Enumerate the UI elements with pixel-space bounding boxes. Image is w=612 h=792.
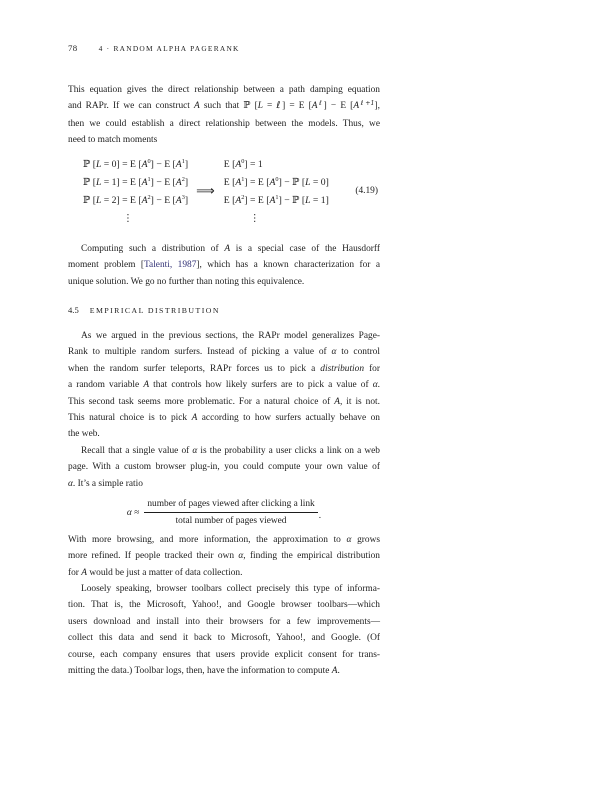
equation-block-4-19 bbox=[68, 157, 380, 225]
text-segment: grows bbox=[351, 534, 380, 545]
text-column bbox=[68, 82, 380, 680]
text-segment: = 0] bbox=[310, 176, 329, 188]
text-segment: to control bbox=[336, 347, 380, 358]
alpha-symbol: α bbox=[126, 507, 132, 518]
text-segment: This natural choice is to pick bbox=[68, 413, 192, 424]
text-segment: α bbox=[192, 445, 198, 456]
text-segment: ℓ+1 bbox=[359, 100, 375, 108]
text-segment: 0 bbox=[275, 176, 279, 184]
section-title: EMPIRICAL DISTRIBUTION bbox=[89, 306, 220, 316]
text-segment: 1 bbox=[181, 158, 185, 166]
text-segment: A bbox=[175, 158, 182, 170]
text-segment: ], which has a known characterization for a bbox=[196, 260, 380, 271]
text-segment: A bbox=[334, 396, 340, 407]
approx-symbol: ≈ bbox=[134, 507, 140, 518]
text-segment: ] − bbox=[278, 176, 293, 188]
text-segment: ℙ bbox=[83, 158, 91, 170]
text-segment: A bbox=[175, 176, 182, 188]
page-number: 78 bbox=[68, 43, 78, 53]
text-segment: ] = E [ bbox=[244, 194, 270, 206]
text-segment: , finding the empirical distribution bbox=[243, 551, 380, 562]
text-segment: A bbox=[141, 176, 148, 188]
text-line bbox=[68, 476, 380, 492]
text-segment: A bbox=[353, 101, 360, 112]
text-line bbox=[68, 459, 380, 475]
text-line bbox=[68, 532, 380, 548]
text-segment: . bbox=[337, 666, 340, 677]
text-segment: distribution bbox=[320, 363, 365, 374]
text-segment: ] − E [ bbox=[150, 194, 176, 206]
text-segment: ⋮ bbox=[123, 212, 133, 224]
paragraph-intro bbox=[68, 82, 380, 149]
text-segment: [ bbox=[299, 176, 306, 188]
text-line bbox=[68, 116, 380, 132]
equation-line bbox=[83, 192, 188, 210]
text-segment: [ bbox=[250, 101, 258, 112]
text-segment: Recall that a single value of bbox=[81, 445, 193, 456]
text-segment: A bbox=[235, 176, 242, 188]
fraction bbox=[144, 498, 317, 527]
text-segment: the web. bbox=[68, 429, 100, 440]
text-line bbox=[68, 663, 380, 679]
page-header bbox=[68, 43, 240, 53]
text-segment: E [ bbox=[223, 176, 236, 188]
text-segment: ℙ bbox=[243, 100, 251, 112]
text-segment: This second task seems more problematic. For a natural choice of bbox=[68, 396, 335, 407]
text-segment: = 1] = E [ bbox=[101, 176, 142, 188]
text-segment: 1 bbox=[275, 194, 279, 202]
text-segment: L bbox=[95, 176, 102, 188]
text-segment: Loosely speaking, browser toolbars collect precisely this type of informa- bbox=[81, 584, 380, 595]
text-segment: A bbox=[143, 380, 150, 391]
text-segment: A bbox=[269, 194, 276, 206]
equation-right-column bbox=[224, 156, 329, 227]
text-segment: L bbox=[305, 176, 311, 188]
equation-line bbox=[83, 174, 188, 192]
text-segment: mitting the data.) Toolbar logs, then, have the information to compute bbox=[68, 666, 332, 677]
text-segment: 2 bbox=[241, 194, 245, 202]
text-segment: ] = E [ bbox=[282, 101, 312, 112]
text-segment: A bbox=[191, 413, 198, 424]
text-segment: . It’s a simple ratio bbox=[72, 478, 143, 489]
text-segment: ] − E [ bbox=[150, 176, 176, 188]
text-segment: [ bbox=[90, 176, 96, 188]
text-segment: ℙ bbox=[83, 176, 91, 188]
text-segment: ℓ bbox=[317, 100, 324, 108]
text-line bbox=[68, 98, 380, 115]
text-segment: such that bbox=[199, 101, 244, 112]
text-segment: ⋮ bbox=[249, 212, 260, 224]
text-line bbox=[68, 426, 380, 442]
text-segment: Rank to multiple random surfers. Instead of picking a value of bbox=[68, 347, 332, 358]
text-segment: is the probability a user clicks a link on a web bbox=[197, 445, 380, 456]
section-heading bbox=[68, 305, 380, 315]
equation-line bbox=[83, 210, 188, 227]
text-segment: ] − E [ bbox=[323, 101, 354, 112]
text-line bbox=[68, 548, 380, 564]
paragraph-more-browsing bbox=[68, 532, 380, 581]
text-segment: α bbox=[346, 534, 352, 545]
text-segment: ] = 1 bbox=[244, 158, 263, 170]
text-segment: 1 bbox=[147, 176, 151, 184]
text-segment: unique solution. We go no further than noting this equivalence. bbox=[68, 276, 305, 287]
alpha-ratio-formula bbox=[68, 495, 380, 531]
text-segment: ] bbox=[184, 158, 189, 170]
text-line bbox=[68, 241, 380, 257]
text-segment: ℓ bbox=[276, 100, 283, 112]
equation-line bbox=[224, 210, 329, 227]
text-segment: for bbox=[364, 363, 380, 374]
text-segment: and RAPr. If we can construct bbox=[68, 101, 195, 112]
section-number: 4.5 bbox=[68, 305, 79, 316]
text-segment: A bbox=[235, 194, 242, 206]
text-line bbox=[68, 344, 380, 360]
text-segment: . bbox=[377, 380, 380, 391]
text-segment: ℙ bbox=[83, 194, 91, 206]
text-segment: then we could establish a direct relationship between the models. Thus, we bbox=[68, 118, 380, 129]
text-segment: ] bbox=[184, 176, 189, 188]
text-segment: ] − bbox=[278, 194, 293, 206]
text-segment: E [ bbox=[223, 194, 236, 206]
text-segment: would be just a matter of data collection. bbox=[87, 567, 243, 578]
text-segment: = bbox=[262, 101, 277, 112]
text-segment: L bbox=[257, 101, 263, 112]
text-segment: more refined. If people tracked their own bbox=[68, 551, 239, 562]
text-segment: α bbox=[372, 380, 378, 391]
text-line bbox=[68, 565, 380, 581]
text-segment: = 1] bbox=[310, 194, 329, 206]
text-segment: collect this data and send it back to Microsoft, Yahoo!, and Google. (Of bbox=[68, 633, 380, 644]
text-segment: This equation gives the direct relationship between a path damping equation bbox=[68, 85, 380, 95]
text-segment: A bbox=[141, 158, 148, 170]
text-segment: A bbox=[175, 194, 182, 206]
text-segment: is a special case of the Hausdorff bbox=[230, 244, 380, 254]
text-segment: α bbox=[238, 551, 244, 562]
text-segment: need to match moments bbox=[68, 135, 158, 146]
text-line bbox=[68, 410, 380, 426]
text-segment: α bbox=[68, 478, 73, 489]
text-segment: L bbox=[95, 158, 102, 170]
text-line bbox=[68, 630, 380, 646]
running-title: 4 · RANDOM ALPHA PAGERANK bbox=[98, 44, 240, 53]
text-segment: 3 bbox=[181, 194, 185, 202]
text-segment: L bbox=[95, 194, 102, 206]
formula-lhs bbox=[127, 508, 139, 518]
text-segment: , it is not. bbox=[339, 396, 380, 407]
text-segment: A bbox=[311, 101, 318, 112]
equation-number: (4.19) bbox=[355, 186, 378, 196]
equation-line bbox=[224, 156, 329, 174]
text-segment: = 2] = E [ bbox=[101, 194, 142, 206]
fraction-numerator: number of pages viewed after clicking a link bbox=[144, 498, 317, 513]
text-segment: ], bbox=[374, 101, 380, 112]
text-segment: 2 bbox=[147, 194, 151, 202]
text-line bbox=[68, 328, 380, 344]
implies-arrow-icon: ⟹ bbox=[196, 183, 215, 199]
text-segment: As we argued in the previous sections, the RAPr model generalizes Page- bbox=[81, 330, 380, 341]
paragraph-recall-alpha bbox=[68, 443, 380, 492]
equation-left-column bbox=[83, 156, 188, 227]
equation-line bbox=[224, 192, 329, 210]
text-segment: 1 bbox=[241, 176, 245, 184]
text-segment: according to how surfers actually behave on bbox=[197, 413, 380, 424]
text-segment: A bbox=[141, 194, 148, 206]
text-segment: A bbox=[235, 158, 242, 170]
text-segment: tion. That is, the Microsoft, Yahoo!, and Google browser toolbars—which bbox=[68, 600, 380, 611]
formula-period: . bbox=[318, 511, 322, 522]
text-segment: Computing such a distribution of bbox=[81, 244, 225, 254]
text-line bbox=[68, 274, 380, 290]
text-segment: A bbox=[269, 176, 276, 188]
paragraph-hausdorff bbox=[68, 241, 380, 290]
text-segment: E [ bbox=[223, 158, 236, 170]
text-line bbox=[68, 597, 380, 613]
text-line bbox=[68, 377, 380, 393]
text-segment: course, each company ensures that users provide explicit consent for trans- bbox=[68, 649, 380, 660]
text-segment: ℙ bbox=[292, 194, 300, 206]
text-line bbox=[68, 581, 380, 597]
text-segment: users download and install into their browsers for a few improvements— bbox=[68, 616, 380, 627]
text-segment: = 0] = E [ bbox=[101, 158, 142, 170]
text-segment: A bbox=[81, 567, 88, 578]
text-segment: ] − E [ bbox=[150, 158, 176, 170]
text-segment: a random variable bbox=[68, 380, 144, 391]
text-segment: [ bbox=[299, 194, 306, 206]
text-segment: A bbox=[194, 101, 200, 112]
text-segment: With more browsing, and more information, the approximation to bbox=[68, 534, 347, 545]
text-line bbox=[68, 82, 380, 98]
text-segment: L bbox=[305, 194, 311, 206]
paragraph-rapr-model bbox=[68, 328, 380, 443]
text-segment: ] bbox=[184, 194, 189, 206]
text-line bbox=[68, 361, 380, 377]
text-segment: [ bbox=[90, 158, 96, 170]
text-segment: that controls how likely surfers are to pick a value of bbox=[149, 380, 373, 391]
text-line bbox=[68, 647, 380, 663]
text-segment: A bbox=[224, 244, 231, 254]
text-segment: moment problem [ bbox=[68, 260, 144, 271]
text-line bbox=[68, 132, 380, 148]
text-line bbox=[68, 614, 380, 630]
paragraph-toolbars bbox=[68, 581, 380, 680]
text-line bbox=[68, 394, 380, 410]
text-segment: 0 bbox=[241, 158, 245, 166]
fraction-denominator: total number of pages viewed bbox=[175, 515, 287, 526]
citation-link[interactable]: Talenti, 1987 bbox=[143, 260, 197, 271]
text-line bbox=[68, 443, 380, 459]
text-segment: [ bbox=[90, 194, 96, 206]
text-segment: ℙ bbox=[292, 176, 300, 188]
text-line bbox=[68, 257, 380, 273]
text-segment: α bbox=[331, 347, 337, 358]
text-segment: A bbox=[331, 666, 338, 677]
text-segment: ] = E [ bbox=[244, 176, 270, 188]
text-segment: page. With a custom browser plug-in, you could compute your own value of bbox=[68, 462, 380, 473]
equation-line bbox=[224, 174, 329, 192]
text-segment: 0 bbox=[147, 158, 151, 166]
equation-line bbox=[83, 156, 188, 174]
text-segment: for bbox=[68, 567, 82, 578]
text-segment: 2 bbox=[181, 176, 185, 184]
text-segment: when the random surfer teleports, RAPr forces us to pick a bbox=[68, 363, 321, 374]
